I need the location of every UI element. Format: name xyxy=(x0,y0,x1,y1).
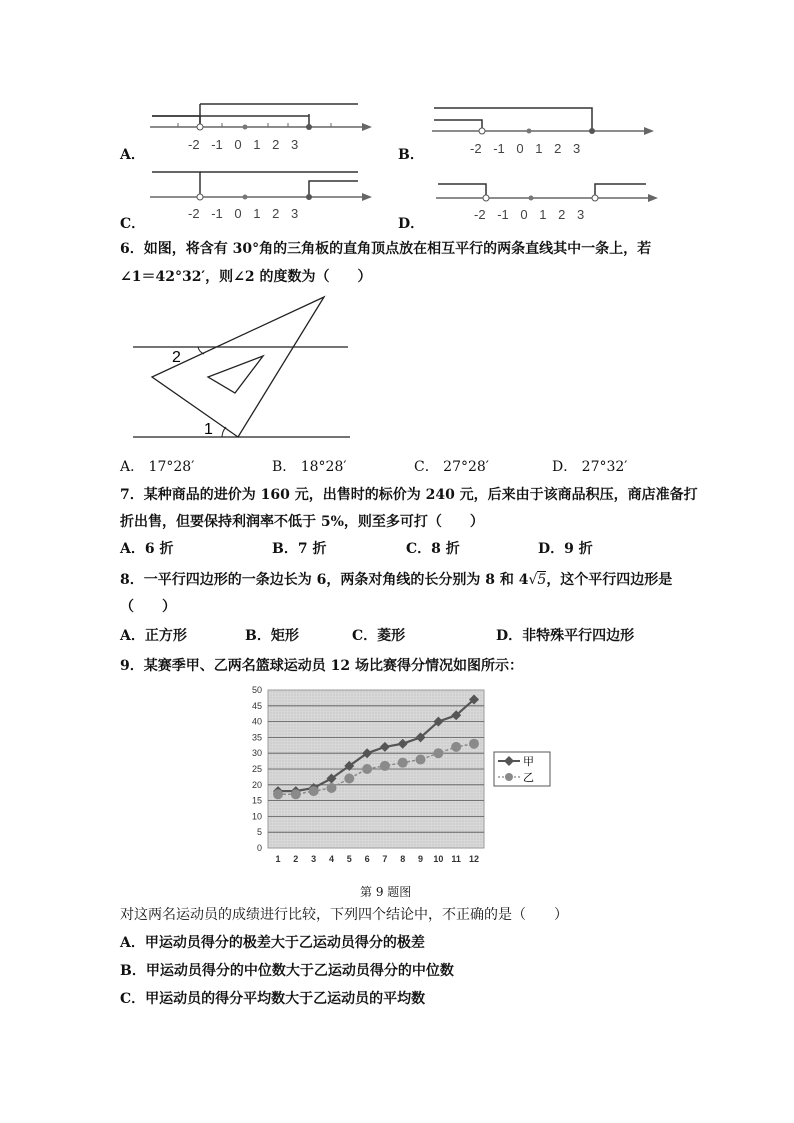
data-point-series-2 xyxy=(469,739,479,749)
open-dot xyxy=(483,195,489,201)
q8-line1: 8．一平行四边形的一条边长为 6，两条对角线的长分别为 8 和 4√5，这个平行四边形是 xyxy=(120,572,673,588)
set-square-outer xyxy=(152,297,324,437)
data-point-series-2 xyxy=(309,786,319,796)
q7-option-a: A．6 折 xyxy=(120,541,174,557)
x-tick-label: 11 xyxy=(451,854,461,864)
q9-option-b: B．甲运动员得分的中位数大于乙运动员得分的中位数 xyxy=(120,963,454,979)
sqrt-radicand: 5 xyxy=(537,572,547,588)
q9-line1: 9．某赛季甲、乙两名篮球运动员 12 场比赛得分情况如图所示： xyxy=(120,658,523,674)
q7-option-c: C．8 折 xyxy=(406,541,460,557)
q7-option-b: B．7 折 xyxy=(272,541,327,557)
y-tick-label: 45 xyxy=(251,700,262,711)
zero-dot xyxy=(529,196,534,201)
legend-series-2: 乙 xyxy=(523,772,534,784)
legend-series-1: 甲 xyxy=(523,756,534,768)
q8-option-d: D．非特殊平行四边形 xyxy=(496,628,635,644)
x-tick-label: 3 xyxy=(311,854,317,864)
q8-option-c: C．菱形 xyxy=(352,628,406,644)
data-point-series-2 xyxy=(326,783,336,793)
x-tick-label: 1 xyxy=(275,854,281,864)
angle-1-label: 1 xyxy=(204,421,213,438)
solution-bracket-left xyxy=(152,116,200,127)
tick-labels-a: -2 -1 0 1 2 3 xyxy=(188,137,299,152)
q7-line2: 折出售，但要保持利润率不低于 5%，则至多可打（ ） xyxy=(120,514,484,530)
x-tick-label: 9 xyxy=(418,854,424,864)
data-point-series-2 xyxy=(416,755,426,765)
closed-dot xyxy=(306,194,312,200)
x-tick-label: 4 xyxy=(328,854,334,864)
y-tick-label: 50 xyxy=(251,685,262,695)
x-tick-labels xyxy=(275,854,479,864)
triangle-figure xyxy=(128,294,358,444)
q9-option-a: A．甲运动员得分的极差大于乙运动员得分的极差 xyxy=(120,935,425,951)
data-point-series-2 xyxy=(451,742,461,752)
arrow-icon xyxy=(362,123,372,131)
q6-option-a: A． 17°28′ xyxy=(120,459,195,475)
y-tick-label: 35 xyxy=(251,732,262,743)
tick-labels-d: -2 -1 0 1 2 3 xyxy=(474,207,585,222)
option-b-label: B． xyxy=(398,147,424,163)
data-point-series-2 xyxy=(291,789,301,799)
arrow-icon xyxy=(362,193,372,201)
legend-circle-icon xyxy=(505,773,513,781)
q8-line2: （ ） xyxy=(120,599,176,615)
x-tick-label: 2 xyxy=(293,854,299,864)
x-tick-label: 12 xyxy=(468,854,480,864)
y-tick-label: 15 xyxy=(251,795,262,806)
x-tick-label: 6 xyxy=(364,854,370,864)
open-dot xyxy=(592,195,598,201)
q6-option-c: C． 27°28′ xyxy=(414,459,489,475)
q6-option-d: D． 27°32′ xyxy=(552,459,628,475)
option-a-label: A． xyxy=(120,147,145,163)
angle-1-arc xyxy=(222,427,226,437)
zero-dot xyxy=(527,129,532,134)
data-point-series-2 xyxy=(398,758,408,768)
data-point-series-2 xyxy=(344,773,354,783)
q9-caption: 第 9 题图 xyxy=(360,885,412,899)
y-tick-label: 0 xyxy=(256,843,262,853)
open-dot xyxy=(479,128,485,134)
data-point-series-2 xyxy=(380,761,390,771)
tick-labels-c: -2 -1 0 1 2 3 xyxy=(188,206,299,221)
q9-option-c: C．甲运动员的得分平均数大于乙运动员的平均数 xyxy=(120,991,426,1007)
y-tick-label: 5 xyxy=(256,827,262,838)
y-tick-label: 40 xyxy=(251,716,262,727)
data-point-series-2 xyxy=(362,764,372,774)
open-dot xyxy=(197,124,203,130)
option-d-label: D． xyxy=(398,216,425,232)
data-point-series-2 xyxy=(273,789,283,799)
q7-line1: 7．某种商品的进价为 160 元，出售时的标价为 240 元，后来由于该商品积压，商店准备打 xyxy=(120,487,698,503)
x-tick-label: 10 xyxy=(433,854,444,864)
q8-option-a: A．正方形 xyxy=(120,628,187,644)
score-line-chart xyxy=(240,682,560,872)
set-square-inner xyxy=(208,356,263,393)
closed-dot xyxy=(306,124,312,130)
arrow-icon xyxy=(648,194,658,202)
open-dot xyxy=(197,194,203,200)
x-tick-label: 5 xyxy=(346,854,352,864)
q6-line2: ∠1＝42°32′，则∠2 的度数为（ ） xyxy=(120,269,372,285)
x-tick-label: 8 xyxy=(400,854,406,864)
sqrt-symbol: √ xyxy=(528,572,538,588)
y-tick-labels xyxy=(252,685,262,853)
y-tick-label: 20 xyxy=(251,779,262,790)
zero-dot xyxy=(243,125,248,130)
option-c-label: C． xyxy=(120,216,146,232)
q6-option-b: B． 18°28′ xyxy=(272,459,347,475)
q7-option-d: D．9 折 xyxy=(538,541,593,557)
q8-option-b: B．矩形 xyxy=(245,628,299,644)
y-tick-label: 30 xyxy=(251,748,262,759)
zero-dot xyxy=(243,195,248,200)
y-tick-label: 10 xyxy=(251,811,262,822)
arrow-icon xyxy=(644,127,654,135)
legend xyxy=(494,752,550,786)
y-tick-label: 25 xyxy=(251,764,262,774)
closed-dot xyxy=(589,128,595,134)
angle-2-label: 2 xyxy=(172,349,181,366)
q6-line1: 6．如图，将含有 30°角的三角板的直角顶点放在相互平行的两条直线其中一条上，若 xyxy=(120,241,652,257)
x-tick-label: 7 xyxy=(382,854,388,864)
data-point-series-2 xyxy=(433,748,443,758)
tick-labels-b: -2 -1 0 1 2 3 xyxy=(470,141,581,156)
q9-question: 对这两名运动员的成绩进行比较，下列四个结论中，不正确的是（ ） xyxy=(120,907,568,923)
